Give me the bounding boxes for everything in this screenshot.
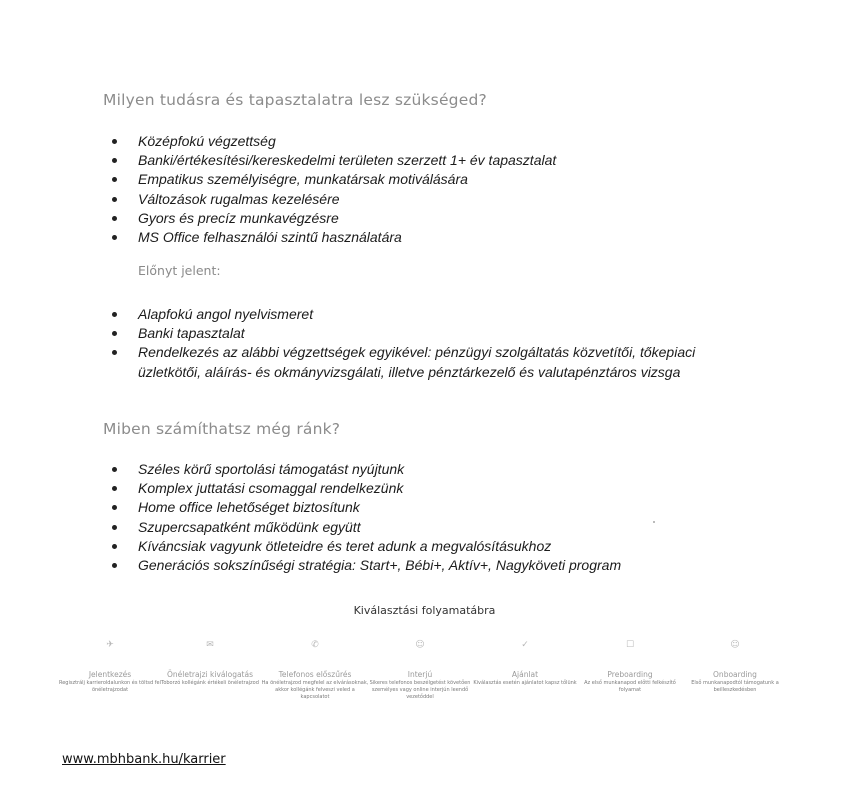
process-flowchart — [55, 636, 795, 716]
step-description: Kiválasztás esetén ajánlatot kapsz tőlünk — [473, 680, 577, 686]
process-step-application — [55, 636, 165, 694]
smiley-icon: ☺ — [730, 640, 740, 650]
requirements-list — [108, 132, 556, 247]
advantages-list — [108, 305, 748, 382]
checkmark-icon: ✓ — [521, 640, 529, 650]
step-title: Telefonos előszűrés — [278, 670, 352, 679]
list-item: Középfokú végzettség — [108, 132, 556, 151]
section-heading-requirements: Milyen tudásra és tapasztalatra lesz szükséged? — [103, 91, 487, 109]
list-item: Generációs sokszínűségi stratégia: Start+, Bébi+, Aktív+, Nagyköveti program — [108, 556, 621, 575]
step-description: Sikeres telefonos beszélgetést követően személyes vagy online interjún leendő vezetőddel — [369, 680, 471, 700]
list-item: Banki tapasztalat — [108, 324, 748, 343]
step-description: Első munkanapodtól támogatunk a beilleszkedésben — [691, 680, 779, 693]
envelope-icon: ✉ — [206, 640, 214, 650]
laptop-icon: ☐ — [625, 640, 635, 650]
list-item: Rendelkezés az alábbi végzettségek egyikével: pénzügyi szolgáltatás közvetítői, tőkepiaci üzletkötői, aláírás- és okmányvizsgálati, illetve pénztárkezelő és valutapénztáros vizsga — [108, 343, 748, 381]
process-step-phone-screening — [260, 636, 370, 701]
step-title: Jelentkezés — [88, 670, 132, 679]
career-website-link[interactable]: www.mbhbank.hu/karrier — [62, 752, 226, 767]
benefits-list — [108, 460, 621, 575]
step-description: Regisztrálj karrieroldalunkon és töltsd fel önéletrajzodat — [58, 680, 162, 693]
step-title: Preboarding — [607, 670, 653, 679]
list-item: Gyors és precíz munkavégzésre — [108, 209, 556, 228]
process-step-preboarding — [575, 636, 685, 694]
process-step-interview — [365, 636, 475, 701]
step-description: Toborzó kollégánk értékeli önéletrajzod — [161, 680, 259, 686]
list-item: Empatikus személyiségre, munkatársak motiválására — [108, 170, 556, 189]
list-item: Változások rugalmas kezelésére — [108, 190, 556, 209]
list-item: Kíváncsiak vagyunk ötleteidre és teret adunk a megvalósításukhoz — [108, 537, 621, 556]
process-step-onboarding — [680, 636, 790, 694]
paper-plane-icon: ✈ — [106, 640, 114, 650]
step-description: Ha önéletrajzod megfelel az elvárásoknak, akkor kollégánk felveszi veled a kapcsolatot — [261, 680, 369, 700]
process-title: Kiválasztási folyamatábra — [353, 604, 496, 617]
phone-icon: ✆ — [311, 640, 319, 650]
section-heading-benefits: Miben számíthatsz még ránk? — [103, 420, 341, 438]
list-item: Komplex juttatási csomaggal rendelkezünk — [108, 479, 621, 498]
list-item: Alapfokú angol nyelvismeret — [108, 305, 748, 324]
step-title: Interjú — [407, 670, 433, 679]
list-item: Széles körű sportolási támogatást nyújtunk — [108, 460, 621, 479]
list-item: Szupercsapatként működünk együtt — [108, 518, 621, 537]
step-title: Önéletrajzi kiválogatás — [166, 670, 253, 679]
scan-speck — [653, 521, 655, 523]
step-title: Onboarding — [713, 670, 757, 679]
step-title: Ajánlat — [511, 670, 539, 679]
list-item: Banki/értékesítési/kereskedelmi területen szerzett 1+ év tapasztalat — [108, 151, 556, 170]
advantage-heading: Előnyt jelent: — [138, 263, 221, 278]
list-item: MS Office felhasználói szintű használatára — [108, 228, 556, 247]
process-step-offer — [470, 636, 580, 687]
process-step-cv-screening — [155, 636, 265, 687]
person-icon: ☺ — [415, 640, 425, 650]
step-description: Az első munkanapod előtti felkészítő folyamat — [584, 680, 676, 693]
list-item: Home office lehetőséget biztosítunk — [108, 498, 621, 517]
